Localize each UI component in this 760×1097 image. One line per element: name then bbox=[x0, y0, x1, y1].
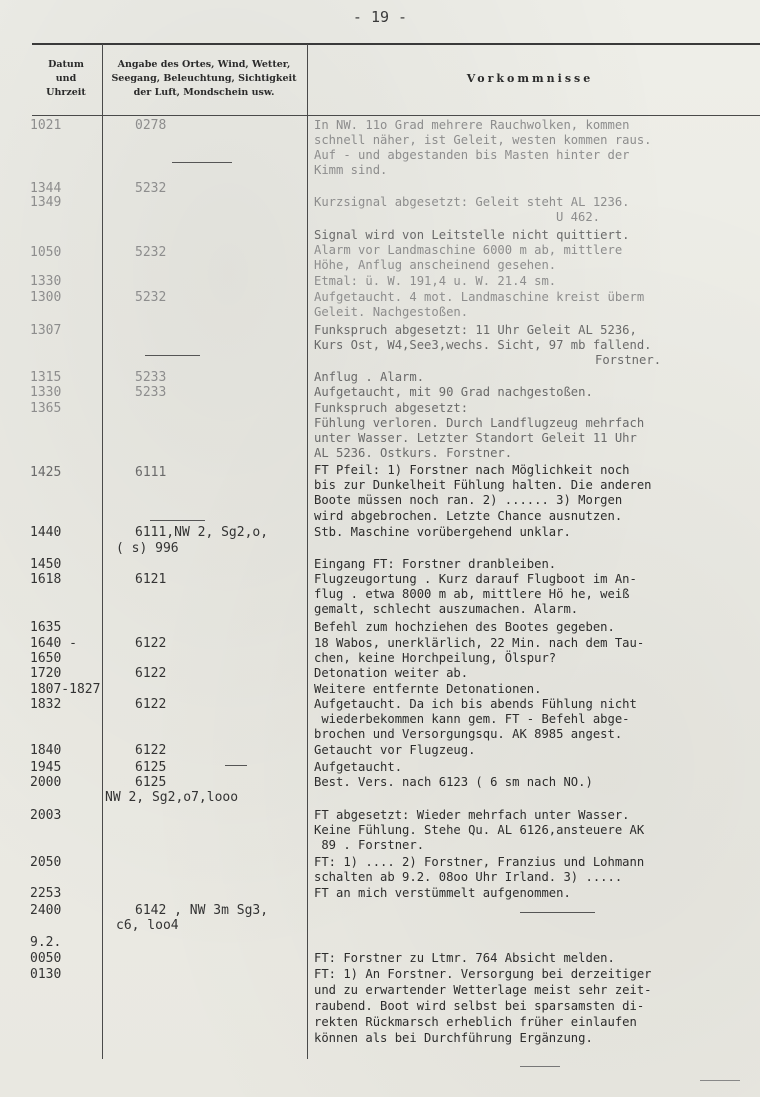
location-entry: 6111 bbox=[135, 465, 167, 480]
column-divider-angabe bbox=[307, 44, 308, 1059]
location-entry: 5233 bbox=[135, 385, 167, 400]
text-line: Höhe, Anflug anscheinend gesehen. bbox=[314, 258, 557, 272]
text-line: schalten ab 9.2. 08oo Uhr Irland. 3) ..... bbox=[314, 870, 623, 884]
separator-dash bbox=[520, 1066, 560, 1067]
text-line: Eingang FT: Forstner dranbleiben. bbox=[314, 557, 557, 571]
header-angabe-line: Seegang, Beleuchtung, Sichtigkeit bbox=[111, 73, 297, 84]
text-line: Weitere entfernte Detonationen. bbox=[314, 682, 542, 696]
date-entry: 9.2. bbox=[30, 935, 62, 950]
text-line: wird abgebrochen. Letzte Chance ausnutzen. bbox=[314, 509, 623, 523]
time-entry: 1640 - bbox=[30, 636, 77, 651]
text-line: FT Pfeil: 1) Forstner nach Möglichkeit noch bbox=[314, 463, 630, 477]
time-entry: 1807-1827 bbox=[30, 682, 101, 697]
text-line: Geleit. Nachgestoßen. bbox=[314, 305, 469, 319]
text-line: 89 . Forstner. bbox=[314, 838, 425, 852]
location-entry: NW 2, Sg2,o7,looo bbox=[105, 790, 239, 805]
text-line: FT: 1) An Forstner. Versorgung bei derzeitiger bbox=[314, 967, 652, 981]
location-entry: 6125 bbox=[135, 775, 167, 790]
table-header-rule bbox=[32, 115, 760, 116]
time-entry: 1307 bbox=[30, 323, 62, 338]
text-line: FT: 1) .... 2) Forstner, Franzius und Lohmann bbox=[314, 855, 645, 869]
location-entry: 6142 , NW 3m Sg3, bbox=[135, 903, 269, 918]
text-line: Aufgetaucht. 4 mot. Landmaschine kreist überm bbox=[314, 290, 645, 304]
location-entry: 6111,NW 2, Sg2,o, bbox=[135, 525, 269, 540]
text-line: 18 Wabos, unerklärlich, 22 Min. nach dem Tau- bbox=[314, 636, 645, 650]
time-entry: 2000 bbox=[30, 775, 62, 790]
location-entry: 5232 bbox=[135, 290, 167, 305]
text-line: Best. Vers. nach 6123 ( 6 sm nach NO.) bbox=[314, 775, 593, 789]
separator-dash bbox=[150, 520, 205, 521]
text-line: Funkspruch abgesetzt: bbox=[314, 401, 469, 415]
separator-dash bbox=[700, 1080, 740, 1081]
separator-dash bbox=[145, 355, 200, 356]
time-entry: 1720 bbox=[30, 666, 62, 681]
time-entry: 1330 bbox=[30, 274, 62, 289]
text-line: können als bei Durchführung Ergänzung. bbox=[314, 1031, 593, 1045]
text-line: Flugzeugortung . Kurz darauf Flugboot im An- bbox=[314, 572, 637, 586]
time-entry: 1021 bbox=[30, 118, 62, 133]
separator-dash bbox=[172, 162, 232, 163]
text-line: brochen und Versorgungsqu. AK 8985 angest. bbox=[314, 727, 623, 741]
time-entry: 2400 bbox=[30, 903, 62, 918]
text-line: Kimm sind. bbox=[314, 163, 388, 177]
text-line: FT an mich verstümmelt aufgenommen. bbox=[314, 886, 571, 900]
text-line: chen, keine Horchpeilung, Ölspur? bbox=[314, 651, 557, 665]
text-line: Keine Fühlung. Stehe Qu. AL 6126,ansteuere AK bbox=[314, 823, 645, 837]
text-line: rekten Rückmarsch erheblich früher einlaufen bbox=[314, 1015, 637, 1029]
time-entry: 2050 bbox=[30, 855, 62, 870]
text-line: Getaucht vor Flugzeug. bbox=[314, 743, 476, 757]
text-line: Aufgetaucht. bbox=[314, 760, 403, 774]
text-line: Kurzsignal abgesetzt: Geleit steht AL 1236. bbox=[314, 195, 630, 209]
text-line: Aufgetaucht, mit 90 Grad nachgestoßen. bbox=[314, 385, 593, 399]
time-entry: 1945 bbox=[30, 760, 62, 775]
time-entry: 1300 bbox=[30, 290, 62, 305]
time-entry: 1365 bbox=[30, 401, 62, 416]
header-datum-line: Datum bbox=[48, 59, 84, 70]
separator-dash bbox=[520, 912, 595, 913]
text-line: Fühlung verloren. Durch Landflugzeug mehrfach bbox=[314, 416, 645, 430]
time-entry: 1315 bbox=[30, 370, 62, 385]
text-line: Detonation weiter ab. bbox=[314, 666, 469, 680]
table-top-rule bbox=[32, 43, 760, 45]
text-line: Kurs Ost, W4,See3,wechs. Sicht, 97 mb fallend. bbox=[314, 338, 652, 352]
text-line: unter Wasser. Letzter Standort Geleit 11 Uhr bbox=[314, 431, 637, 445]
header-datum-line: Uhrzeit bbox=[46, 87, 86, 98]
time-entry: 1330 bbox=[30, 385, 62, 400]
text-line: Funkspruch abgesetzt: 11 Uhr Geleit AL 5236, bbox=[314, 323, 637, 337]
time-entry: 1425 bbox=[30, 465, 62, 480]
text-line: raubend. Boot wird selbst bei sparsamsten di- bbox=[314, 999, 645, 1013]
location-entry: 6122 bbox=[135, 666, 167, 681]
text-line: Befehl zum hochziehen des Bootes gegeben. bbox=[314, 620, 615, 634]
header-angabe bbox=[104, 58, 304, 100]
separator-dash bbox=[225, 765, 247, 766]
text-line: Auf - und abgestanden bis Masten hinter der bbox=[314, 148, 630, 162]
text-line: Alarm vor Landmaschine 6000 m ab, mittlere bbox=[314, 243, 623, 257]
text-line: schnell näher, ist Geleit, westen kommen raus. bbox=[314, 133, 652, 147]
location-entry: 0278 bbox=[135, 118, 167, 133]
time-entry: 1618 bbox=[30, 572, 62, 587]
time-entry: 1650 bbox=[30, 651, 62, 666]
location-entry: 6121 bbox=[135, 572, 167, 587]
text-line: Boote müssen noch ran. 2) ...... 3) Morgen bbox=[314, 493, 623, 507]
header-angabe-line: der Luft, Mondschein usw. bbox=[133, 87, 275, 98]
time-entry: 1344 bbox=[30, 181, 62, 196]
text-line: bis zur Dunkelheit Fühlung halten. Die anderen bbox=[314, 478, 652, 492]
location-entry: c6, loo4 bbox=[116, 918, 179, 933]
text-line: U 462. bbox=[556, 210, 601, 224]
time-entry: 1450 bbox=[30, 557, 62, 572]
time-entry: 1440 bbox=[30, 525, 62, 540]
time-entry: 0130 bbox=[30, 967, 62, 982]
header-datum-line: und bbox=[55, 73, 77, 84]
text-line: Signal wird von Leitstelle nicht quittiert. bbox=[314, 228, 630, 242]
text-line: Stb. Maschine vorübergehend unklar. bbox=[314, 525, 571, 539]
text-line: Anflug . Alarm. bbox=[314, 370, 425, 384]
column-divider-datum bbox=[102, 44, 103, 1059]
location-entry: 5232 bbox=[135, 245, 167, 260]
time-entry: 1050 bbox=[30, 245, 62, 260]
text-line: AL 5236. Ostkurs. Forstner. bbox=[314, 446, 513, 460]
location-entry: 5232 bbox=[135, 181, 167, 196]
text-line: In NW. 11o Grad mehrere Rauchwolken, kommen bbox=[314, 118, 630, 132]
location-entry: 5233 bbox=[135, 370, 167, 385]
location-entry: ( s) 996 bbox=[116, 541, 179, 556]
header-angabe-line: Angabe des Ortes, Wind, Wetter, bbox=[117, 59, 291, 70]
text-line: gemalt, schlecht auszumachen. Alarm. bbox=[314, 602, 579, 616]
page-number: - 19 - bbox=[352, 8, 408, 26]
time-entry: 1635 bbox=[30, 620, 62, 635]
time-entry: 0050 bbox=[30, 951, 62, 966]
text-line: FT: Forstner zu Ltmr. 764 Absicht melden. bbox=[314, 951, 615, 965]
header-vorkommnisse: Vorkommnisse bbox=[466, 72, 594, 85]
location-entry: 6122 bbox=[135, 636, 167, 651]
location-entry: 6122 bbox=[135, 743, 167, 758]
text-line: Forstner. bbox=[595, 353, 662, 367]
time-entry: 2253 bbox=[30, 886, 62, 901]
time-entry: 2003 bbox=[30, 808, 62, 823]
header-datum bbox=[32, 58, 100, 100]
time-entry: 1832 bbox=[30, 697, 62, 712]
text-line: wiederbekommen kann gem. FT - Befehl abge- bbox=[314, 712, 630, 726]
time-entry: 1840 bbox=[30, 743, 62, 758]
text-line: Etmal: ü. W. 191,4 u. W. 21.4 sm. bbox=[314, 274, 557, 288]
time-entry: 1349 bbox=[30, 195, 62, 210]
text-line: und zu erwartender Wetterlage meist sehr zeit- bbox=[314, 983, 652, 997]
text-line: FT abgesetzt: Wieder mehrfach unter Wasser. bbox=[314, 808, 630, 822]
text-line: flug . etwa 8000 m ab, mittlere Hö he, weiß bbox=[314, 587, 630, 601]
text-line: Aufgetaucht. Da ich bis abends Fühlung nicht bbox=[314, 697, 637, 711]
location-entry: 6125 bbox=[135, 760, 167, 775]
location-entry: 6122 bbox=[135, 697, 167, 712]
